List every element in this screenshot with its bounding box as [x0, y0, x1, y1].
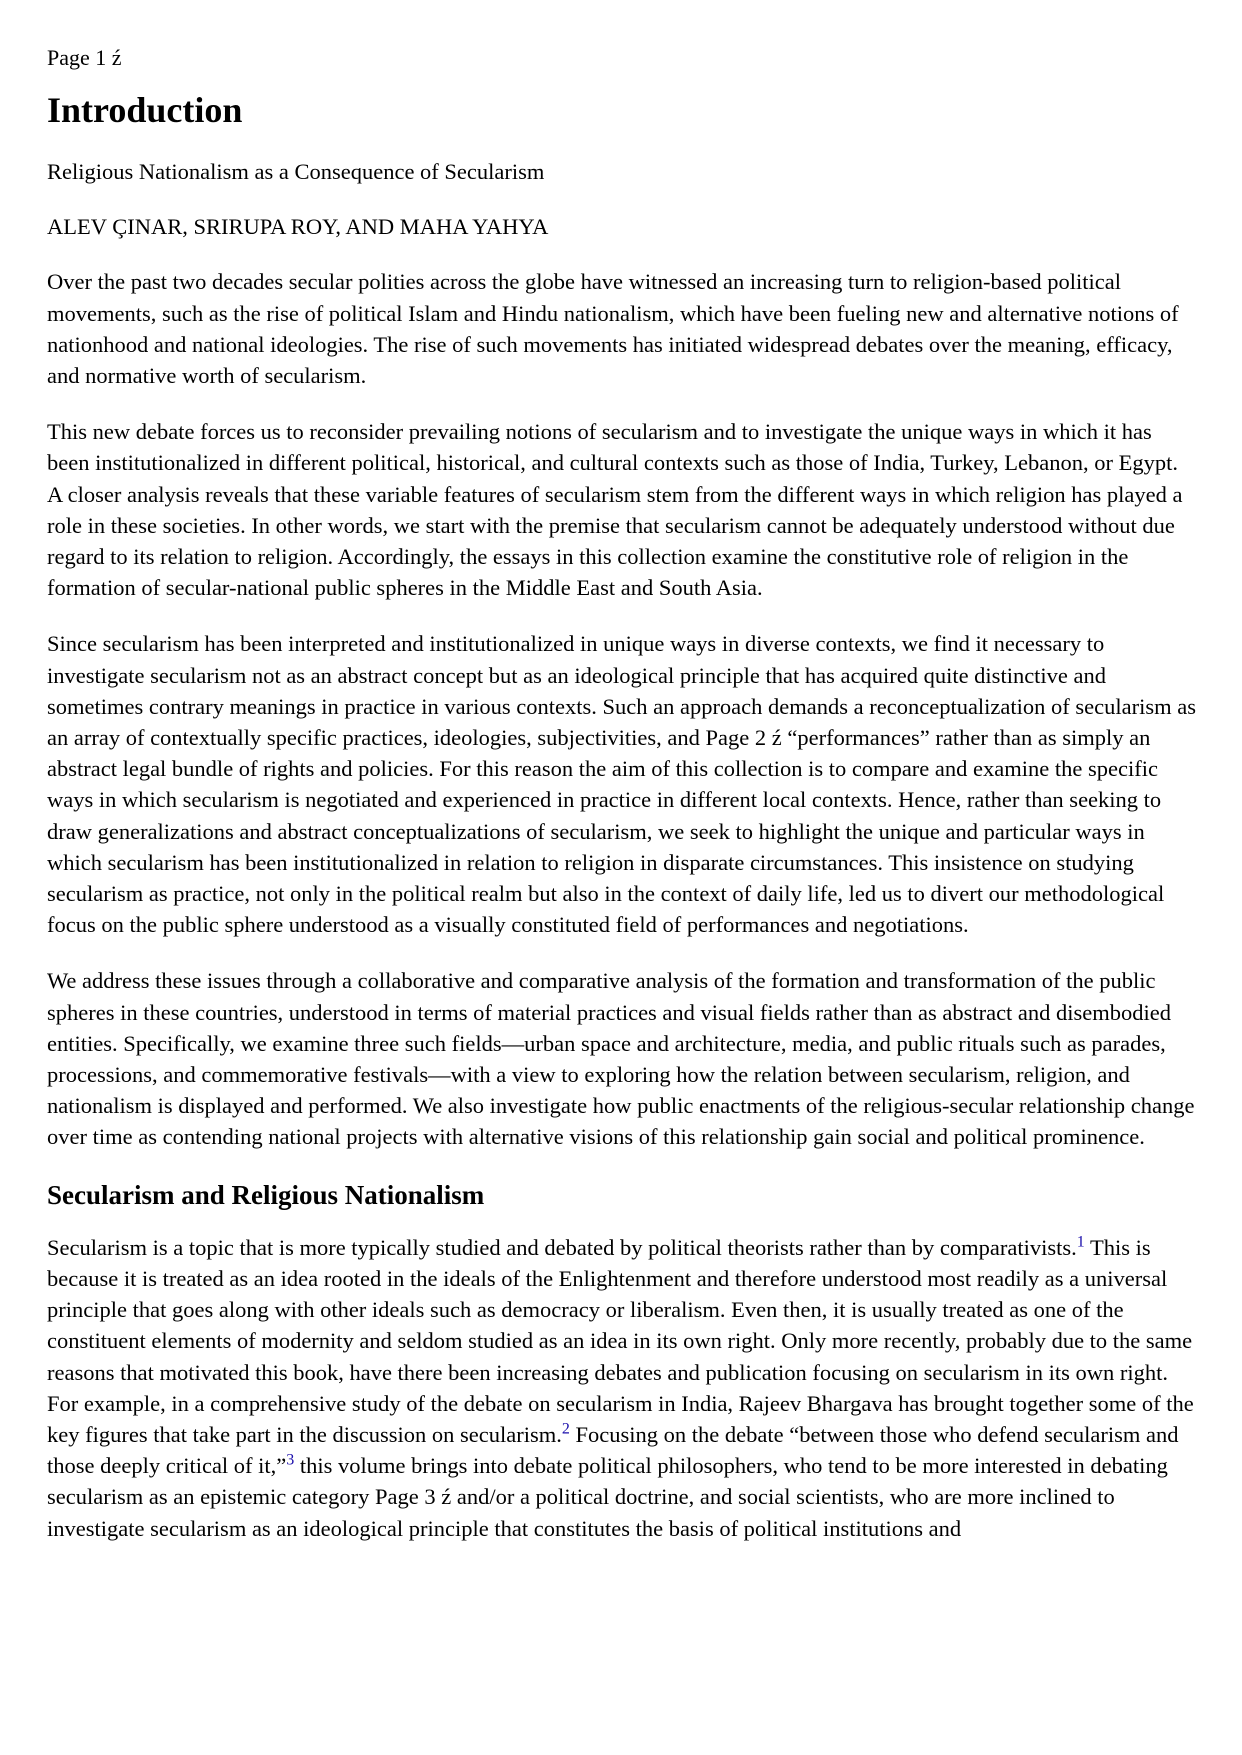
page-marker: Page 1 ź: [47, 45, 122, 70]
paragraph-5-text-1: Secularism is a topic that is more typically studied and debated by political theorists rather than by comparativists.: [47, 1234, 1077, 1260]
paragraph-4: We address these issues through a collaborative and comparative analysis of the formation and transformation of the public spheres in these countries, understood in terms of material practices and visual fields rather than as abstract and disembodied entities. Specifically, we examine three such fields—urban space and architecture, media, and public rituals such as parades, processions, and commemorative festivals—with a view to exploring how the relation between secularism, religion, and nationalism is displayed and performed. We also investigate how public enactments of the religious-secular relationship change over time as contending national projects with alternative visions of this relationship gain social and political prominence.: [47, 968, 1195, 1150]
chapter-subtitle: Religious Nationalism as a Consequence of Secularism: [47, 159, 545, 184]
section-heading: Secularism and Religious Nationalism: [47, 1179, 485, 1210]
footnote-link-1[interactable]: 1: [1076, 1233, 1085, 1251]
paragraph-1: Over the past two decades secular polities across the globe have witnessed an increasing turn to religion-based political movements, such as the rise of political Islam and Hindu nationalism, which have been fueling new and alternative notions of nationhood and national ideologies. The rise of such movements has initiated widespread debates over the meaning, efficacy, and normative worth of secularism.: [47, 269, 1179, 389]
paragraph-2: This new debate forces us to reconsider prevailing notions of secularism and to investigate the unique ways in which it has been institutionalized in different political, historical, and cultural contexts such as those of India, Turkey, Lebanon, or Egypt. A closer analysis reveals that these variable features of secularism stem from the different ways in which religion has played a role in these societies. In other words, we start with the premise that secularism cannot be adequately understood without due regard to its relation to religion. Accordingly, the essays in this collection examine the constitutive role of religion in the formation of secular-national public spheres in the Middle East and South Asia.: [47, 419, 1183, 601]
paragraph-5-text-3: Focusing on the debate “between those who defend secularism and those deeply critical of it,”: [47, 1421, 1179, 1479]
chapter-title: Introduction: [47, 90, 243, 130]
paragraph-5: [47, 1232, 1196, 1544]
footnote-link-2[interactable]: 2: [561, 1420, 570, 1438]
paragraph-5-text-4: this volume brings into debate political philosophers, who tend to be more interested in debating secularism as an epistemic category Page 3 ź and/or a political doctrine, and social scientists, who are more inclined to investigate secularism as an ideological principle that constitutes the basis of political institutions and: [47, 1453, 1168, 1541]
chapter-authors: ALEV ÇINAR, SRIRUPA ROY, AND MAHA YAHYA: [47, 214, 549, 240]
paragraph-3: Since secularism has been interpreted and institutionalized in unique ways in diverse contexts, we find it necessary to investigate secularism not as an abstract concept but as an ideological principle that has acquired quite distinctive and sometimes contrary meanings in practice in various contexts. Such an approach demands a reconceptualization of secularism as an array of contextually specific practices, ideologies, subjectivities, and Page 2 ź “performances” rather than as simply an abstract legal bundle of rights and policies. For this reason the aim of this collection is to compare and examine the specific ways in which secularism is negotiated and experienced in practice in different local contexts. Hence, rather than seeking to draw generalizations and abstract conceptualizations of secularism, we seek to highlight the unique and particular ways in which secularism has been institutionalized in relation to religion in disparate circumstances. This insistence on studying secularism as practice, not only in the political realm but also in the context of daily life, led us to divert our methodological focus on the public sphere understood as a visually constituted field of performances and negotiations.: [47, 631, 1196, 938]
footnote-link-3[interactable]: 3: [286, 1451, 295, 1469]
paragraph-5-text-2: This is because it is treated as an idea rooted in the ideals of the Enlightenment and therefore understood most readily as a universal principle that goes along with other ideals such as democracy or liberalism. Even then, it is usually treated as one of the constituent elements of modernity and seldom studied as an idea in its own right. Only more recently, probably due to the same reasons that motivated this book, have there been increasing debates and publication focusing on secularism in its own right. For example, in a comprehensive study of the debate on secularism in India, Rajeev Bhargava has brought together some of the key figures that take part in the discussion on secularism.: [47, 1234, 1194, 1447]
